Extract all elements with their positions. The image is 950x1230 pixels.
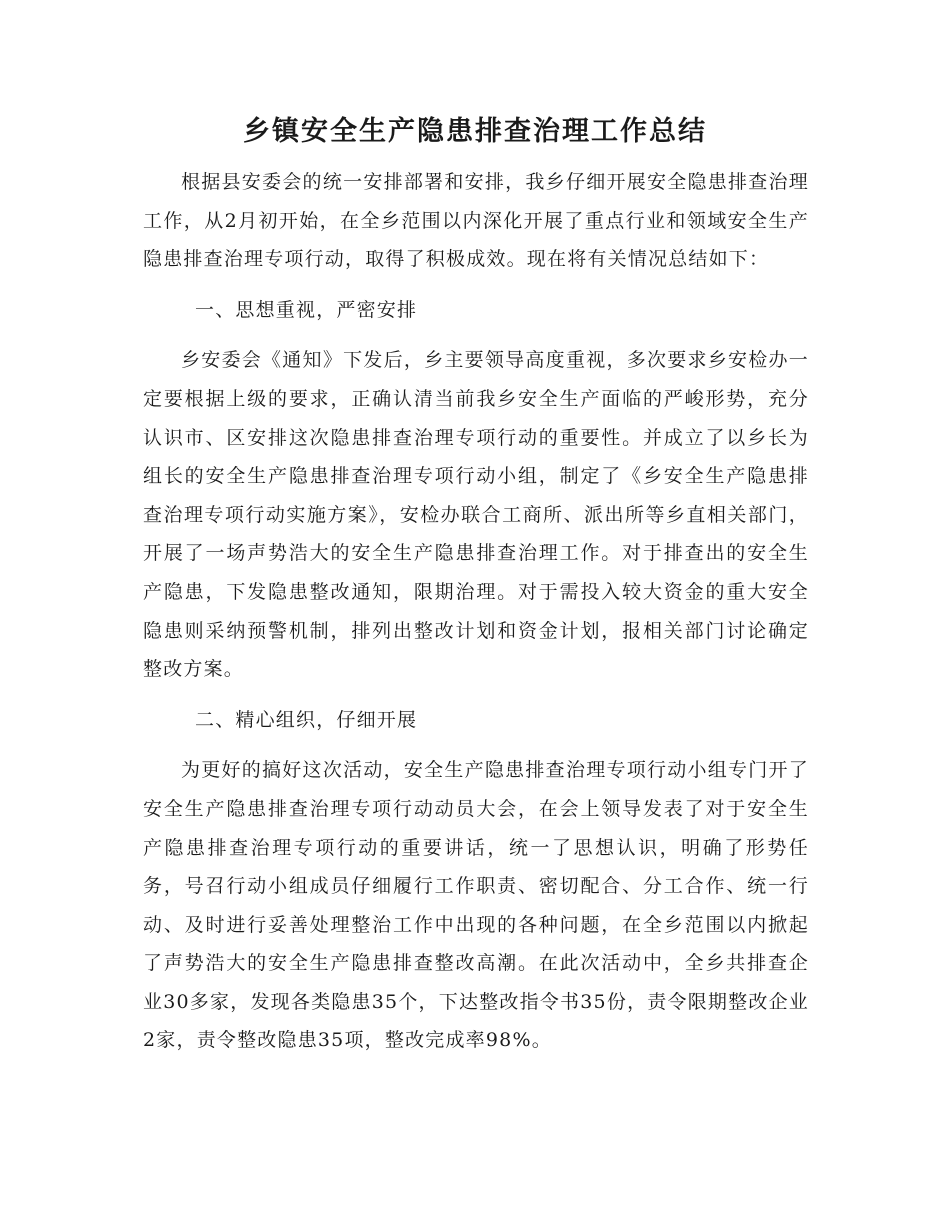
- section-2-heading: 二、精心组织，仔细开展: [195, 708, 418, 731]
- document-title: 乡镇安全生产隐患排查治理工作总结: [243, 116, 707, 147]
- section-1-paragraph: 乡安委会《通知》下发后，乡主要领导高度重视，多次要求乡安检办一定要根据上级的要求，正确认清当前我乡安全生产面临的严峻形势，充分认识市、区安排这次隐患排查治理专项行动的重要性。并成立了以乡长为组长的安全生产隐患排查治理专项行动小组，制定了《乡安全生产隐患排查治理专项行动实施方案》，安检办联合工商所、派出所等乡直相关部门，开展了一场声势浩大的安全生产隐患排查治理工作。对于排查出的安全生产隐患，下发隐患整改通知，限期治理。对于需投入较大资金的重大安全隐患则采纳预警机制，排列出整改计划和资金计划，报相关部门讨论确定整改方案。: [143, 349, 809, 681]
- paragraph-gap: [143, 689, 809, 701]
- intro-paragraph: 根据县安委会的统一安排部署和安排，我乡仔细开展安全隐患排查治理工作，从2月初开始，在全乡范围以内深化开展了重点行业和领域安全生产隐患排查治理专项行动，取得了积极成效。现在将有关情况总结如下：: [143, 171, 809, 271]
- section-2-paragraph: 为更好的搞好这次活动，安全生产隐患排查治理专项行动小组专门开了安全生产隐患排查治理专项行动动员大会，在会上领导发表了对于安全生产隐患排查治理专项行动的重要讲话，统一了思想认识，明确了形势任务，号召行动小组成员仔细履行工作职责、密切配合、分工合作、统一行动、及时进行妥善处理整治工作中出现的各种问题，在全乡范围以内掀起了声势浩大的安全生产隐患排查整改高潮。在此次活动中，全乡共排查企业30多家，发现各类隐患35个，下达整改指令书35份，责令限期整改企业2家，责令整改隐患35项，整改完成率98%。: [143, 759, 809, 1052]
- document-body: [143, 163, 809, 1060]
- paragraph-gap: [143, 739, 809, 751]
- section-1-heading: 一、思想重视，严密安排: [195, 298, 418, 321]
- paragraph-gap: [143, 329, 809, 341]
- paragraph-gap: [143, 279, 809, 291]
